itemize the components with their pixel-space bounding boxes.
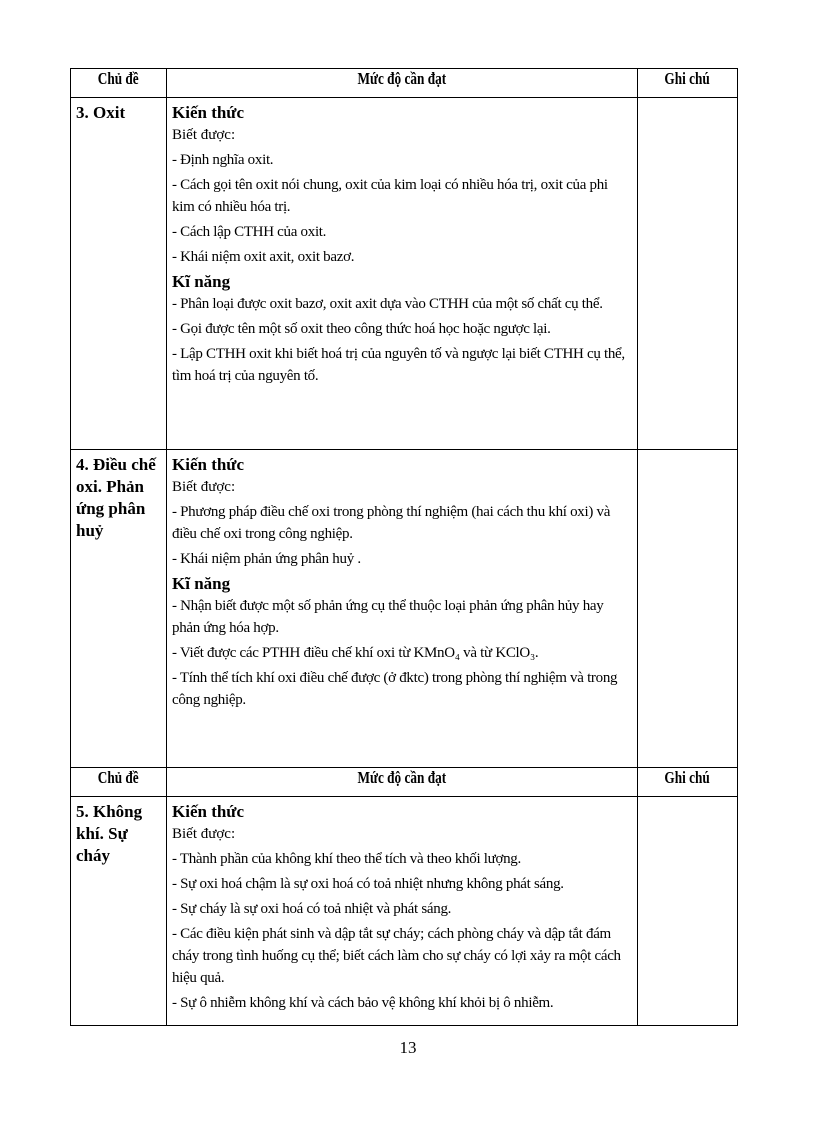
note-cell: [638, 450, 738, 768]
content-line: - Lập CTHH oxit khi biết hoá trị của nguyên tố và ngược lại biết CTHH cụ thể, tìm hoá trị của nguyên tố.: [172, 346, 625, 384]
page-number: 13: [399, 1038, 417, 1057]
table-header-row: [71, 69, 738, 98]
header-topic: Chủ đề: [71, 768, 167, 797]
content-line: - Cách gọi tên oxit nói chung, oxit của kim loại có nhiều hóa trị, oxit của phi kim có nhiều hóa trị.: [172, 177, 608, 215]
section-title: Kĩ năng: [172, 574, 231, 593]
topic-cell: 5. Không khí. Sự cháy: [71, 797, 167, 1026]
header-note: Ghi chú: [638, 768, 738, 797]
content-line: - Tính thể tích khí oxi điều chế được (ở đktc) trong phòng thí nghiệm và trong công nghiệp.: [172, 670, 618, 708]
content-cell: [167, 450, 638, 768]
curriculum-table: [70, 68, 738, 1026]
content-line: - Viết được các PTHH điều chế khí oxi từ KMnO₄ và từ KClO₃.: [172, 645, 539, 661]
topic-cell: 4. Điều chế oxi. Phản ứng phân huỷ: [71, 450, 167, 768]
table-row: [71, 98, 738, 450]
content-line: - Định nghĩa oxit.: [172, 152, 274, 168]
note-cell: [638, 797, 738, 1026]
section-title: Kiến thức: [172, 455, 245, 474]
header-level: Mức độ cần đạt: [167, 69, 638, 98]
section-title: Kiến thức: [172, 103, 245, 122]
content-line: - Gọi được tên một số oxit theo công thức hoá học hoặc ngược lại.: [172, 321, 551, 337]
content-line: - Khái niệm phản ứng phân huỷ .: [172, 551, 361, 567]
content-line: - Các điều kiện phát sinh và dập tắt sự cháy; cách phòng cháy và dập tắt đám cháy trong tình huống cụ thể; biết cách làm cho sự cháy có lợi xảy ra một cách hiệu quả.: [172, 926, 621, 986]
section-title: Kĩ năng: [172, 272, 231, 291]
section-lead: Biết được:: [172, 479, 236, 495]
content-line: - Cách lập CTHH của oxit.: [172, 224, 327, 240]
content-line: - Sự oxi hoá chậm là sự oxi hoá có toả nhiệt nhưng không phát sáng.: [172, 876, 564, 892]
content-line: - Sự ô nhiễm không khí và cách bảo vệ không khí khỏi bị ô nhiễm.: [172, 995, 554, 1011]
table-header-row: [71, 768, 738, 797]
content-line: - Khái niệm oxit axit, oxit bazơ.: [172, 249, 355, 265]
content-line: - Phương pháp điều chế oxi trong phòng thí nghiệm (hai cách thu khí oxi) và điều chế oxi trong công nghiệp.: [172, 504, 611, 542]
content-line: - Phân loại được oxit bazơ, oxit axit dựa vào CTHH của một số chất cụ thể.: [172, 296, 603, 312]
section-lead: Biết được:: [172, 826, 236, 842]
content-line: - Nhận biết được một số phản ứng cụ thể thuộc loại phản ứng phân hủy hay phản ứng hóa hợp.: [172, 598, 604, 636]
section-lead: Biết được:: [172, 127, 236, 143]
table-row: [71, 797, 738, 1026]
content-cell: [167, 98, 638, 450]
table-row: [71, 450, 738, 768]
header-level: Mức độ cần đạt: [167, 768, 638, 797]
content-line: - Sự cháy là sự oxi hoá có toả nhiệt và phát sáng.: [172, 901, 452, 917]
content-line: - Thành phần của không khí theo thể tích và theo khối lượng.: [172, 851, 521, 867]
note-cell: [638, 98, 738, 450]
header-topic: Chủ đề: [71, 69, 167, 98]
section-title: Kiến thức: [172, 802, 245, 821]
header-note: Ghi chú: [638, 69, 738, 98]
topic-cell: 3. Oxit: [71, 98, 167, 450]
content-cell: [167, 797, 638, 1026]
